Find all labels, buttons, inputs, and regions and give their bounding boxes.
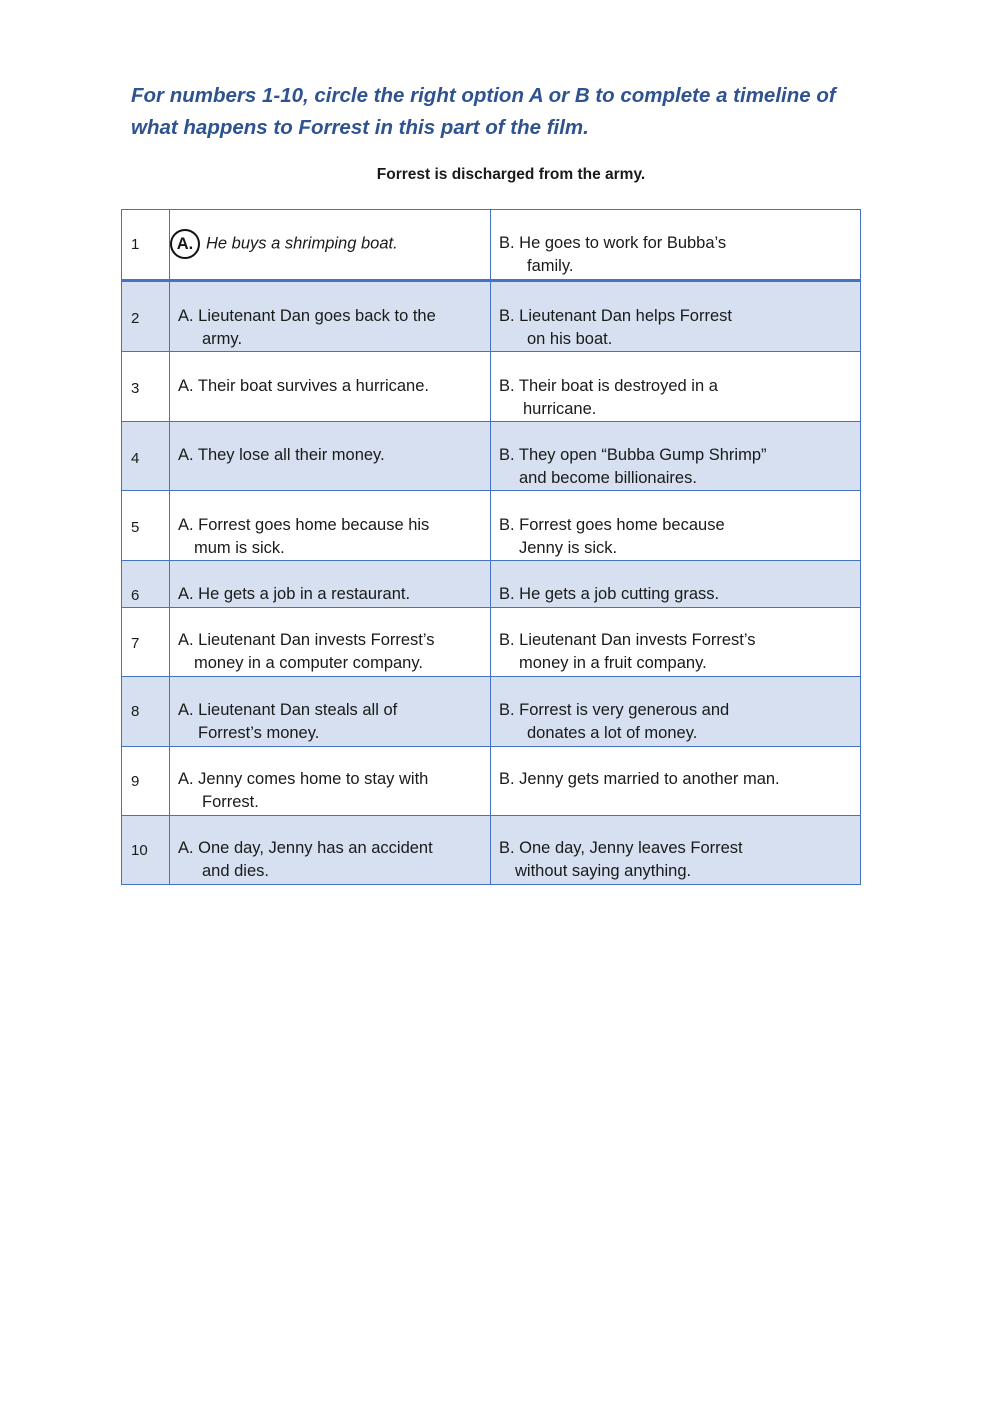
option-b-line1: B. Jenny gets married to another man.: [499, 770, 780, 788]
table-row: [122, 747, 861, 816]
option-a-cell[interactable]: [170, 422, 491, 491]
row-number: 8: [131, 703, 140, 720]
option-a-line1: A. Jenny comes home to stay with: [178, 770, 429, 788]
option-a-line1: A. Their boat survives a hurricane.: [178, 377, 429, 395]
row-number: 6: [131, 587, 140, 604]
instructions-heading: For numbers 1-10, circle the right option A or B to complete a timeline of what happens to Forrest in this part of the film.: [131, 84, 836, 139]
row-number: 10: [131, 842, 148, 859]
option-a-line1: A. They lose all their money.: [178, 446, 385, 464]
option-a-cell[interactable]: [170, 281, 491, 352]
option-b-line2: and become billionaires.: [519, 469, 697, 487]
timeline-table: [121, 209, 861, 885]
option-a-cell[interactable]: [170, 816, 491, 885]
option-b-line2: on his boat.: [527, 330, 613, 348]
option-b-line1: B. One day, Jenny leaves Forrest: [499, 839, 743, 857]
option-b-line1: B. They open “Bubba Gump Shrimp”: [499, 446, 767, 464]
option-b-cell[interactable]: [491, 352, 861, 422]
table-row: [122, 677, 861, 747]
option-b-line2: money in a fruit company.: [519, 654, 707, 672]
option-b-cell[interactable]: [491, 422, 861, 491]
option-b-cell[interactable]: [491, 816, 861, 885]
table-row: [122, 352, 861, 422]
row-number-cell: [122, 816, 170, 885]
option-a-line1: A. Lieutenant Dan goes back to the: [178, 307, 436, 325]
row-number-cell: [122, 491, 170, 561]
row-number-cell: [122, 352, 170, 422]
circled-answer-marker: A.: [170, 229, 200, 259]
option-b-cell[interactable]: [491, 747, 861, 816]
option-a-cell[interactable]: [170, 561, 491, 608]
table-row: [122, 816, 861, 885]
option-a-line2: army.: [202, 330, 243, 348]
option-a-line2: Forrest.: [202, 793, 259, 811]
option-a-cell[interactable]: [170, 747, 491, 816]
option-b-line2: without saying anything.: [515, 862, 692, 880]
option-a-cell[interactable]: [170, 677, 491, 747]
row-number: 2: [131, 310, 140, 327]
option-b-line1: B. He goes to work for Bubba’s: [499, 234, 727, 252]
option-a-text: He buys a shrimping boat.: [206, 234, 398, 253]
option-a-line2: Forrest’s money.: [198, 724, 320, 742]
option-b-line2: hurricane.: [523, 400, 597, 418]
option-a-line1: A. One day, Jenny has an accident: [178, 839, 433, 857]
row-number: 5: [131, 519, 140, 536]
row-number-cell: [122, 422, 170, 491]
option-a-line2: money in a computer company.: [194, 654, 423, 672]
option-a-cell[interactable]: [170, 608, 491, 677]
row-number-cell: [122, 561, 170, 608]
option-b-cell[interactable]: [491, 281, 861, 352]
table-row: [122, 210, 861, 281]
row-number-cell: [122, 747, 170, 816]
row-number: 3: [131, 380, 140, 397]
row-number: 7: [131, 635, 140, 652]
option-a-line2: mum is sick.: [194, 539, 285, 557]
row-number-cell: [122, 608, 170, 677]
option-b-line2: family.: [527, 257, 574, 275]
option-b-cell[interactable]: [491, 608, 861, 677]
table-row: [122, 281, 861, 352]
option-a-cell[interactable]: [170, 352, 491, 422]
option-b-cell[interactable]: [491, 210, 861, 281]
option-a-line1: A. He gets a job in a restaurant.: [178, 585, 411, 603]
option-a-line1: A. Lieutenant Dan steals all of: [178, 701, 398, 719]
option-b-line1: B. Forrest goes home because: [499, 516, 725, 534]
option-b-cell[interactable]: [491, 561, 861, 608]
option-b-line2: donates a lot of money.: [527, 724, 698, 742]
option-b-line1: B. Lieutenant Dan invests Forrest’s: [499, 631, 756, 649]
row-number-cell: [122, 281, 170, 352]
table-row: [122, 491, 861, 561]
option-b-cell[interactable]: [491, 677, 861, 747]
table-row: [122, 608, 861, 677]
row-number-cell: [122, 677, 170, 747]
option-b-line1: B. He gets a job cutting grass.: [499, 585, 720, 603]
option-b-line1: B. Lieutenant Dan helps Forrest: [499, 307, 732, 325]
table-row: [122, 561, 861, 608]
row-number: 1: [131, 236, 140, 253]
option-a-line2: and dies.: [202, 862, 269, 880]
row-number: 9: [131, 773, 140, 790]
table-row: [122, 422, 861, 491]
option-b-cell[interactable]: [491, 491, 861, 561]
row-number-cell: [122, 210, 170, 281]
option-a-cell[interactable]: [170, 491, 491, 561]
option-a-line1: A. Forrest goes home because his: [178, 516, 430, 534]
option-b-line1: B. Their boat is destroyed in a: [499, 377, 718, 395]
option-b-line1: B. Forrest is very generous and: [499, 701, 730, 719]
section-subtitle: Forrest is discharged from the army.: [376, 166, 646, 183]
option-b-line2: Jenny is sick.: [519, 539, 618, 557]
row-number: 4: [131, 450, 140, 467]
option-a-cell[interactable]: [170, 210, 491, 281]
option-a-line1: A. Lieutenant Dan invests Forrest’s: [178, 631, 435, 649]
